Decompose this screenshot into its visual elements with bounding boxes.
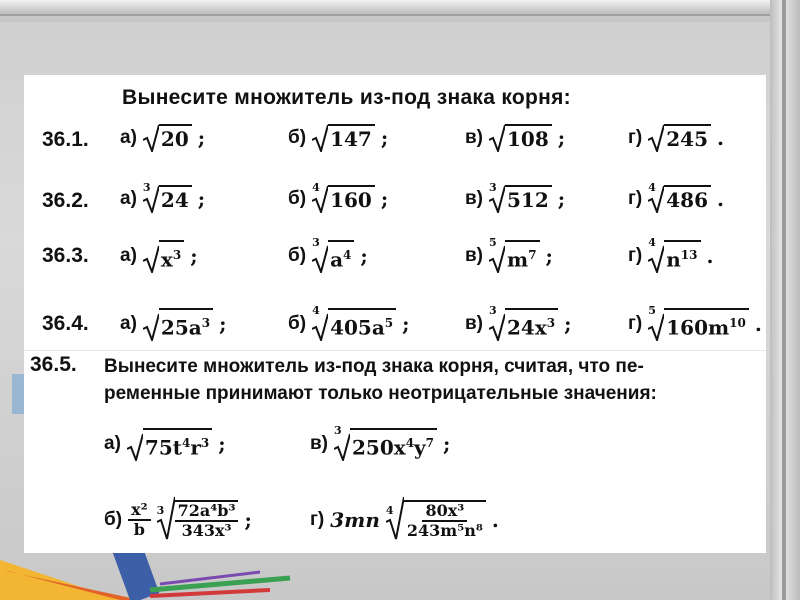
punctuation: ; [360,244,368,269]
root-index: 5 [648,304,656,317]
punctuation: . [717,126,724,150]
exponent: 10 [729,316,746,330]
punctuation: ; [402,312,410,337]
cube-root [157,500,239,540]
radicand: 24x [507,315,547,340]
punctuation: ; [380,187,389,211]
fourth-root [386,500,486,540]
problem-item [465,124,565,152]
problem-item [465,181,566,213]
radical [143,308,213,341]
punctuation: ; [380,126,389,150]
exponent: 3 [200,436,210,450]
problem-36-5-b [104,500,252,540]
item-label: г) [628,245,643,267]
radical [312,181,375,213]
radicand: 486 [666,188,708,212]
problem-item [120,124,205,152]
radical-sign-icon [648,124,664,152]
radicand: a [330,247,344,272]
exponent: 3 [546,316,556,330]
radicand: 147 [330,127,372,151]
problem-item [628,181,724,213]
item-label: г) [310,509,325,530]
item-label: в) [465,188,484,209]
exponent: 5 [384,316,394,330]
punctuation: ; [190,244,198,269]
punctuation: ; [545,244,553,269]
punctuation: ; [218,432,226,457]
item-label: г) [628,188,643,209]
problem-item [120,181,206,213]
problem-36-5-v [310,424,451,461]
problem-item [628,236,714,273]
item-label: в) [465,127,484,148]
cube-root [334,424,437,461]
page-divider [24,350,766,351]
punctuation: . [717,187,724,211]
exponent: 13 [680,248,698,262]
fraction-denominator: 243m⁵n⁸ [406,521,483,540]
problem-item [288,236,368,273]
radical-sign-icon [157,496,175,540]
radicand: 20 [160,127,189,151]
problem-item [288,124,388,152]
problem-item [288,304,410,341]
fraction-denominator: 343x³ [181,521,232,540]
problem-item [465,236,553,273]
problem-item [628,304,762,341]
radical [312,304,396,341]
radicand-var: r [190,435,201,460]
radicand: 108 [507,127,549,151]
radicand: 512 [507,188,549,212]
root-index: 3 [489,181,497,194]
item-label: а) [120,188,137,209]
problem-36-5-line2: ременные принимают только неотрицательные значения: [104,383,657,404]
radicand-fraction [175,500,239,540]
problem-36-5-a [104,428,226,461]
problem-item [465,304,572,341]
radicand: 25a [160,315,202,340]
radical-sign-icon [143,313,159,341]
square-root [127,428,212,461]
coefficient: 3mn [330,508,380,532]
root-index: 3 [489,304,497,317]
page-title: Вынесите множитель из-под знака корня: [122,86,571,109]
radicand: 160m [666,315,730,340]
item-label: в) [465,245,484,267]
exponent: 7 [528,248,537,262]
punctuation: ; [219,312,227,337]
radical-sign-icon [386,496,404,540]
punctuation: ; [557,126,566,150]
fraction-denominator: b [133,520,145,539]
frame-top-bar [0,0,800,16]
item-label: б) [288,188,307,209]
punctuation: ; [244,508,252,532]
fraction-numerator: x² [128,501,151,521]
exponent: 4 [343,248,352,262]
item-label: в) [465,313,484,335]
radicand: 245 [666,127,708,151]
radicand-var: y [414,435,426,460]
radical-sign-icon [143,124,159,152]
root-index: 4 [312,181,320,194]
problem-number-36-5: 36.5. [30,353,77,376]
radical-sign-icon [127,433,143,461]
radicand: 250x [352,435,406,460]
radical [489,181,552,213]
exponent: 4 [405,436,415,450]
item-label: а) [120,127,137,148]
radical [312,124,375,152]
root-index: 4 [648,236,656,249]
item-label: а) [120,313,137,335]
punctuation: . [491,508,499,532]
root-index: 3 [156,504,165,517]
problem-36-5-g [310,500,499,540]
item-label: в) [310,433,329,455]
problem-item [120,308,226,341]
root-index: 4 [312,304,320,317]
item-label: г) [628,313,643,335]
item-label: г) [628,127,643,148]
problem-number: 36.4. [42,312,89,335]
radical [143,240,184,273]
exponent: 4 [181,436,191,450]
frame-top-inner [0,16,800,22]
radical [648,236,700,273]
radicand: 24 [160,188,189,212]
radicand: 405a [330,315,385,340]
problem-number: 36.3. [42,244,89,267]
radicand: n [666,247,681,272]
radical-sign-icon [143,245,159,273]
item-label: а) [120,245,137,267]
punctuation: . [754,312,762,337]
problem-item [120,240,198,273]
exponent: 3 [172,248,182,262]
radicand: 75t [144,435,182,460]
item-label: б) [104,509,123,530]
root-index: 3 [312,236,320,249]
punctuation: ; [557,187,566,211]
punctuation: . [706,244,714,269]
item-label: а) [104,433,121,455]
item-label: б) [288,245,307,267]
root-index: 5 [489,236,497,249]
coefficient-fraction [128,501,151,539]
punctuation: ; [197,126,206,150]
radicand: m [507,247,529,272]
problem-36-5-line1: Вынесите множитель из-под знака корня, считая, что пе- [104,356,644,377]
frame-right-border [770,0,800,600]
radicand-fraction [404,500,486,540]
radicand: 160 [330,188,372,212]
problem-item [288,181,389,213]
radical [489,124,552,152]
radical [648,124,711,152]
radical [648,181,711,213]
problem-number: 36.2. [42,189,89,212]
radical-sign-icon [489,124,505,152]
radical [489,304,558,341]
fraction-numerator: 72a⁴b³ [175,502,239,522]
radicand: x [160,247,173,272]
problem-item [628,124,724,152]
problem-number: 36.1. [42,128,89,151]
radical-sign-icon [312,124,328,152]
punctuation: ; [564,312,572,337]
item-label: б) [288,127,307,148]
radical [142,181,192,213]
radical [489,236,540,273]
root-index: 4 [648,181,656,194]
punctuation: ; [443,432,451,457]
exponent: 7 [425,436,435,450]
fraction-numerator: 80x³ [422,502,467,522]
root-index: 3 [334,424,342,437]
root-index: 3 [142,181,151,194]
punctuation: ; [197,187,206,211]
exponent: 3 [201,316,211,330]
root-index: 4 [385,504,394,517]
radical [648,304,749,341]
item-label: б) [288,313,307,335]
radical [143,124,192,152]
radical [312,236,354,273]
